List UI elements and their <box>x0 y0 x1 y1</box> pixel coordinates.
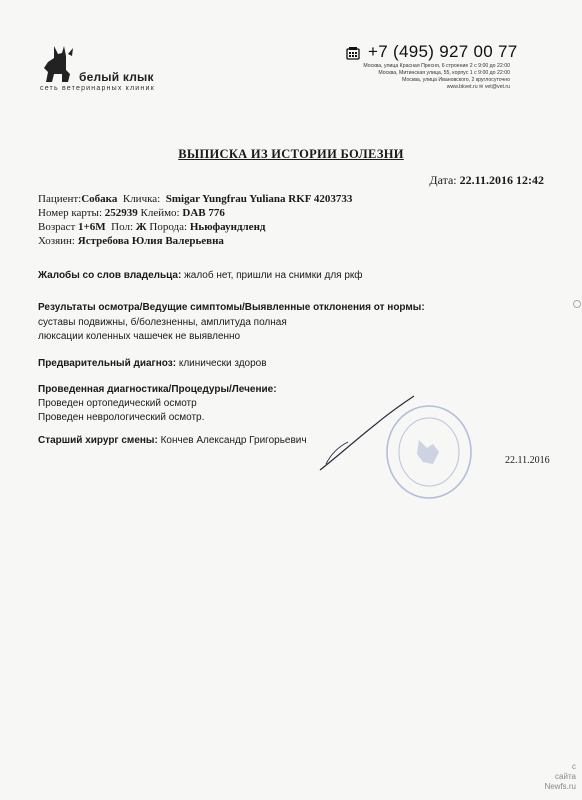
procedure-line: Проведен ортопедический осмотр <box>38 398 197 409</box>
diagnosis-section: Предварительный диагноз: клинически здоров <box>38 358 267 369</box>
exam-line: люксации коленных чашечек не выявленно <box>38 331 241 342</box>
dog-logo-icon <box>40 44 76 84</box>
phone-icon <box>346 46 360 60</box>
owner-line: Хозяин: Ястребова Юлия Валерьевна <box>38 235 224 247</box>
clinic-stamp-icon <box>383 402 475 502</box>
surgeon-line: Старший хирург смены: Кончев Александр Григорьевич <box>38 435 307 446</box>
clinic-logo <box>36 44 176 100</box>
address-line: Москва, улица Ивановского, 2 круглосуточно <box>402 77 510 83</box>
phone-number: +7 (495) 927 00 77 <box>368 42 518 61</box>
brand-tagline: сеть ветеринарных клиник <box>40 85 155 92</box>
complaints-section: Жалобы со слов владельца: жалоб нет, пришли на снимки для ркф <box>38 270 363 281</box>
exam-heading: Результаты осмотра/Ведущие симптомы/Выявленные отклонения от нормы: <box>38 302 425 313</box>
procedures-heading: Проведенная диагностика/Процедуры/Лечение: <box>38 384 277 395</box>
procedure-line: Проведен неврологический осмотр. <box>38 412 205 423</box>
watermark-line: c <box>572 762 576 771</box>
address-line: Москва, улица Красная Пресня, 6 строение 2 с 9:00 до 22:00 <box>363 63 510 69</box>
address-line: Москва, Митинская улица, 55, корпус 1 с 9:00 до 22:00 <box>378 70 510 76</box>
website-email: www.bkvet.ru ✉ vet@vet.ru <box>446 84 510 90</box>
exam-line: суставы подвижны, б/болезненны, амплитуда полная <box>38 317 287 328</box>
document-date: Дата: 22.11.2016 12:42 <box>429 173 544 187</box>
signature-date: 22.11.2016 <box>505 455 550 466</box>
brand-name: белый клык <box>79 70 154 84</box>
watermark-line: сайта <box>555 772 576 781</box>
age-line: Возраст 1+6M Пол: Ж Порода: Ньюфаундленд <box>38 221 266 233</box>
punch-hole-mark <box>573 300 581 308</box>
patient-line: Пациент:Собака Кличка: Smigar Yungfrau Yuliana RKF 4203733 <box>38 193 353 205</box>
card-line: Номер карты: 252939 Клеймо: DAB 776 <box>38 207 225 219</box>
watermark-site: Newfs.ru <box>544 782 576 791</box>
document-title: ВЫПИСКА ИЗ ИСТОРИИ БОЛЕЗНИ <box>178 147 404 161</box>
